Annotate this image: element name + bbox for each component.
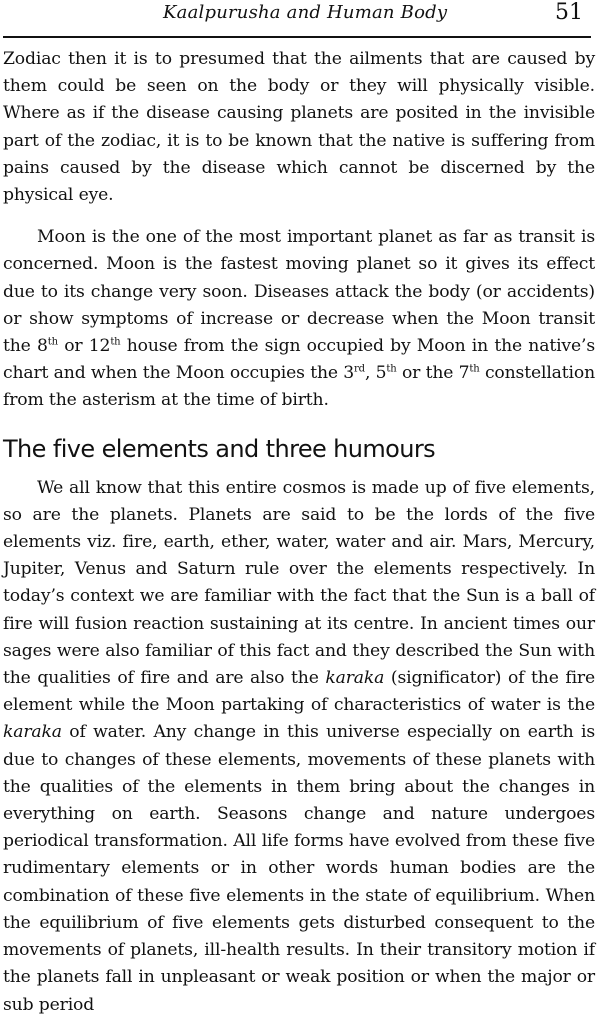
text-run: Moon is the one of the most important planet as far as transit is concerned. Moon is the fastest moving planet so it gives its effect due to its change very soon. Diseases attack the body (or accidents) or show symptoms of increase or decrease when the Moon transit the 8 [3,227,595,357]
text-run: or 12 [57,336,111,357]
italic-term: karaka [3,722,62,743]
text-run: of water. Any change in this universe especially on earth is due to changes of these elements, movements of these planets with the qualities of the elements in them bring about the changes in everything on earth. Seasons change and nature undergoes periodical transformation. All life forms have evolved from these five rudimentary elements or in other words human bodies are the combination of these five elements in the state of equilibrium. When the equilibrium of five elements gets disturbed consequent to the movements of planets, ill-health results. In their transitory motion if the planets fall in unpleasant or weak position or when the major or sub period [3,722,595,1015]
text-run: house from the sign occupied by Moon in the native’s chart and when the Moon occupies the 3 [3,336,595,384]
paragraph-zodiac: Zodiac then it is to presumed that the ailments that are caused by them could be seen on the body or they will physically visible. Where as if the disease causing planets are posited in the invisible part of the zodiac, it is to be known that the native is suffering from pains caused by the disease which cannot be discerned by the physical eye. [3,49,595,206]
running-head [3,0,591,38]
section-heading: The five elements and three humours [3,434,436,463]
text-run: (significator) of the fire element while the Moon partaking of characteristics of water is the [3,668,596,716]
paragraph-five-elements [3,475,595,1019]
ordinal-suffix: rd [354,363,365,375]
text-run: , 5 [364,363,387,384]
page-number: 51 [555,0,583,25]
text-run: constellation from the asterism at the time of birth. [3,363,595,411]
page-body [3,46,595,1019]
ordinal-suffix: th [386,363,397,375]
paragraph-moon-transit [3,224,595,414]
running-title: Kaalpurusha and Human Body [163,2,448,23]
text-run: or the 7 [396,363,470,384]
text-run: We all know that this entire cosmos is made up of five elements, so are the planets. Planets are said to be the lords of the five elements viz. fire, earth, ether, water, water and air. Mars, Mercury, Jupiter, Venus and Saturn rule over the elements respectively. In today’s context we are familiar with the fact that the Sun is a ball of fire will fusion reaction sustaining at its centre. In ancient times our sages were also familiar of this fact and they described the Sun with the qualities of fire and are also the [3,477,595,689]
ordinal-suffix: th [469,363,480,375]
ordinal-suffix: th [47,336,58,348]
ordinal-suffix: th [110,336,121,348]
italic-term: karaka [325,668,385,689]
